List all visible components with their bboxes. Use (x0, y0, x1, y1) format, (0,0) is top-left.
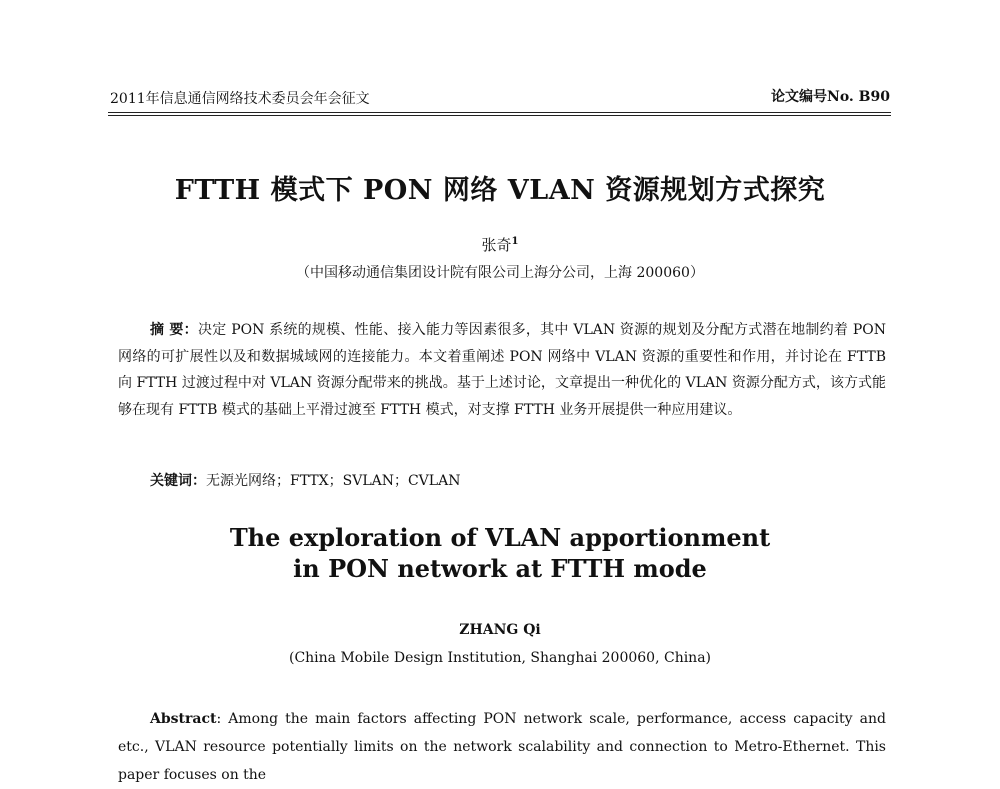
header-rule (108, 112, 891, 113)
abstract-cn (118, 317, 886, 423)
abstract-label-cn: 摘 要： (150, 322, 198, 338)
keywords-cn (150, 470, 460, 490)
abstract-text-cn: 决定 PON 系统的规模、性能、接入能力等因素很多，其中 VLAN 资源的规划及分配方式潜在地制约着 PON 网络的可扩展性以及和数据城域网的连接能力。本文着重阐述 PON 网络中 VLAN 资源的重要性和作用，并讨论在 FTTB 向 FTTH 过渡过程中对 VLAN 资源分配带来的挑战。基于上述讨论，文章提出一种优化的 VLAN 资源分配方式，该方式能够在现有 FTTB 模式的基础上平滑过渡至 FTTH 模式，对支撑 FTTH 业务开展提供一种应用建议。 (118, 322, 887, 418)
affiliation-en: (China Mobile Design Institution, Shanghai 200060, China) (288, 650, 712, 666)
affiliation-cn: （中国移动通信集团设计院有限公司上海分公司，上海 200060） (296, 265, 704, 281)
paper-title-en-line1: The exploration of VLAN apportionment (229, 523, 771, 552)
paper-title-cn: FTTH 模式下 PON 网络 VLAN 资源规划方式探究 (174, 175, 826, 206)
paper-title-en-line2: in PON network at FTTH mode (293, 554, 707, 583)
abstract-en (118, 705, 886, 789)
author-affiliation-mark: 1 (511, 236, 519, 247)
author-cn (0, 234, 1000, 255)
author-en: ZHANG Qi (459, 622, 541, 638)
author-name-cn: 张奇 (481, 236, 512, 254)
header-conference-name: 2011年信息通信网络技术委员会年会征文 (110, 91, 370, 107)
keywords-label-cn: 关键词： (150, 473, 206, 489)
abstract-label-en: Abstract (150, 711, 217, 727)
paper-title-en (0, 522, 1000, 584)
header-rule-thin (108, 115, 891, 116)
header-paper-number: 论文编号No. B90 (771, 89, 890, 105)
keywords-text-cn: 无源光网络；FTTX；SVLAN；CVLAN (206, 473, 461, 489)
abstract-text-en: : Among the main factors affecting PON network scale, performance, access capacity and etc., VLAN resource potentially limits on the network scalability and connection to Metro-Ethernet. This paper focuses on the (118, 711, 886, 783)
